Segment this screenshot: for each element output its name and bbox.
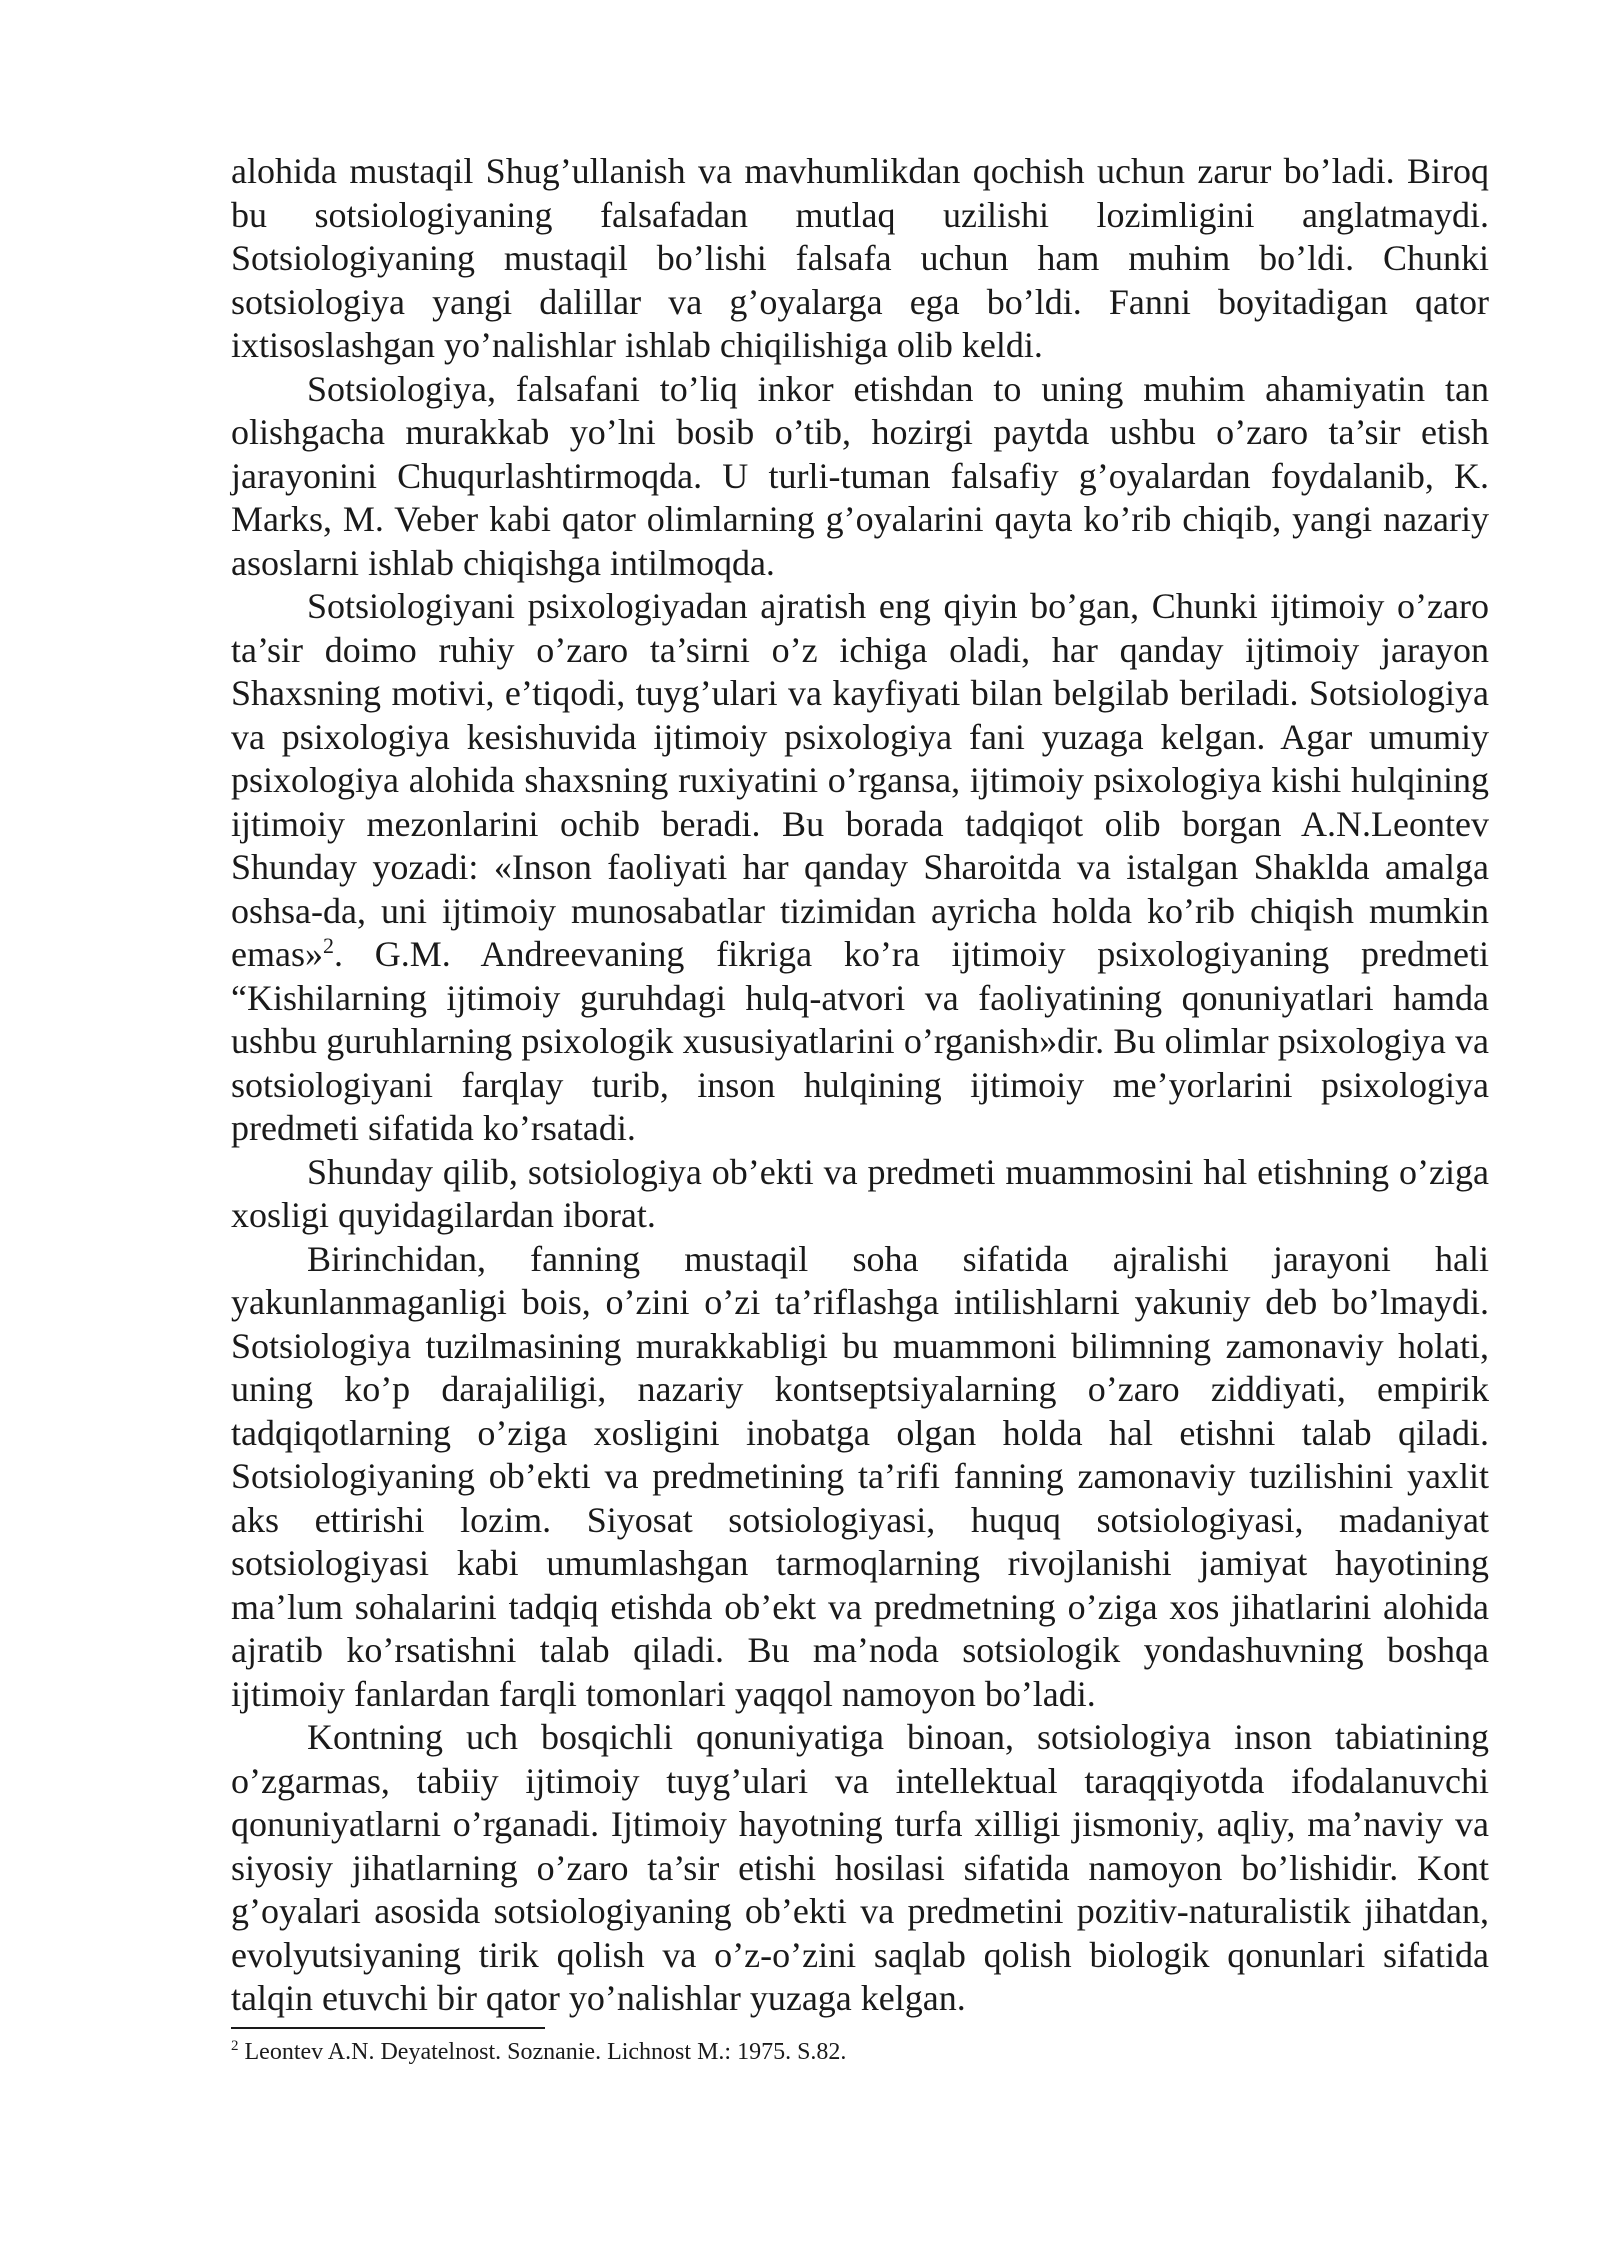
footnote-number: 2 xyxy=(231,2037,239,2054)
paragraph-3 xyxy=(231,585,1489,1151)
paragraph-5: Birinchidan, fanning mustaqil soha sifatida ajralishi jarayoni hali yakunlanmaganligi bois, o’zini o’zi ta’riflashga intilishlarni yakuniy deb bo’lmaydi. Sotsiologiya tuzilmasining murakkabligi bu muammoni bilimning zamonaviy holati, uning ko’p darajaliligi, nazariy kontseptsiyalarning o’zaro ziddiyati, empirik tadqiqotlarning o’ziga xosligini inobatga olgan holda hal etishni talab qiladi. Sotsiologiyaning ob’ekti va predmetining ta’rifi fanning zamonaviy tuzilishini yaxlit aks ettirishi lozim. Siyosat sotsiologiyasi, huquq sotsiologiyasi, madaniyat sotsiologiyasi kabi umumlashgan tarmoqlarning rivojlanishi jamiyat hayotining ma’lum sohalarini tadqiq etishda ob’ekt va predmetning o’ziga xos jihatlarini alohida ajratib ko’rsatishni talab qiladi. Bu ma’noda sotsiologik yondashuvning boshqa ijtimoiy fanlardan farqli tomonlari yaqqol namoyon bo’ladi. xyxy=(231,1238,1489,1714)
paragraph-3-text-after-note: . G.M. Andreevaning fikriga ko’ra ijtimoiy psixologiyaning predmeti “Kishilarning ijtimoiy guruhdagi hulq-atvori va faoliyatining qonuniyatlari hamda ushbu guruhlarning psixologik xususiyatlarini o’rganish»dir. Bu olimlar psixologiya va sotsiologiyani farqlay turib, inson hulqining ijtimoiy me’yorlarini psixologiya predmeti sifatida ko’rsatadi. xyxy=(231,934,1489,1148)
paragraph-6: Kontning uch bosqichli qonuniyatiga binoan, sotsiologiya inson tabiatining o’zgarmas, tabiiy ijtimoiy tuyg’ulari va intellektual taraqqiyotda ifodalanuvchi qonuniyatlarni o’rganadi. Ijtimoiy hayotning turfa xilligi jismoniy, aqliy, ma’naviy va siyosiy jihatlarning o’zaro ta’sir etishi hosilasi sifatida namoyon bo’lishidir. Kont g’oyalari asosida sotsiologiyaning ob’ekti va predmetini pozitiv-naturalistik jihatdan, evolyutsiyaning tirik qolish va o’z-o’zini saqlab qolish biologik qonunlari sifatida talqin etuvchi bir qator yo’nalishlar yuzaga kelgan. xyxy=(231,1717,1489,2018)
paragraph-1: alohida mustaqil Shug’ullanish va mavhumlikdan qochish uchun zarur bo’ladi. Biroq bu sotsiologiyaning falsafadan mutlaq uzilishi lozimligini anglatmaydi. Sotsiologiyaning mustaqil bo’lishi falsafa uchun ham muhim bo’ldi. Chunki sotsiologiya yangi dalillar va g’oyalarga ega bo’ldi. Fanni boyitadigan qator ixtisoslashgan yo’nalishlar ishlab chiqilishiga olib keldi. xyxy=(231,151,1489,365)
footnote-separator xyxy=(231,2027,545,2029)
paragraph-4: Shunday qilib, sotsiologiya ob’ekti va predmeti muammosini hal etishning o’ziga xosligi quyidagilardan iborat. xyxy=(231,1151,1489,1235)
document-page xyxy=(231,150,1489,2067)
paragraph-2: Sotsiologiya, falsafani to’liq inkor etishdan to uning muhim ahamiyatin tan olishgacha murakkab yo’lni bosib o’tib, hozirgi paytda ushbu o’zaro ta’sir etish jarayonini Chuqurlashtirmoqda. U turli-tuman falsafiy g’oyalardan foydalanib, K. Marks, M. Veber kabi qator olimlarning g’oyalarini qayta ko’rib chiqib, yangi nazariy asoslarni ishlab chiqishga intilmoqda. xyxy=(231,368,1489,583)
footnote xyxy=(231,2037,1489,2067)
footnote-reference[interactable]: 2 xyxy=(322,933,334,958)
paragraph-3-text-before-note: Sotsiologiyani psixologiyadan ajratish eng qiyin bo’gan, Chunki ijtimoiy o’zaro ta’sir doimo ruhiy o’zaro ta’sirni o’z ichiga oladi, har qanday ijtimoiy jarayon Shaxsning motivi, e’tiqodi, tuyg’ulari va kayfiyati bilan belgilab beriladi. Sotsiologiya va psixologiya kesishuvida ijtimoiy psixologiya fani yuzaga kelgan. Agar umumiy psixologiya alohida shaxsning ruxiyatini o’rgansa, ijtimoiy psixologiya kishi hulqining ijtimoiy mezonlarini ochib beradi. Bu borada tadqiqot olib borgan A.N.Leontev Shunday yozadi: «Inson faoliyati har qanday Sharoitda va istalgan Shaklda amalga oshsa-da, uni ijtimoiy munosabatlar tizimidan ayricha holda ko’rib chiqish mumkin emas» xyxy=(231,586,1489,974)
footnote-text: Leontev A.N. Deyatelnost. Soznanie. Lichnost M.: 1975. S.82. xyxy=(238,2038,847,2065)
